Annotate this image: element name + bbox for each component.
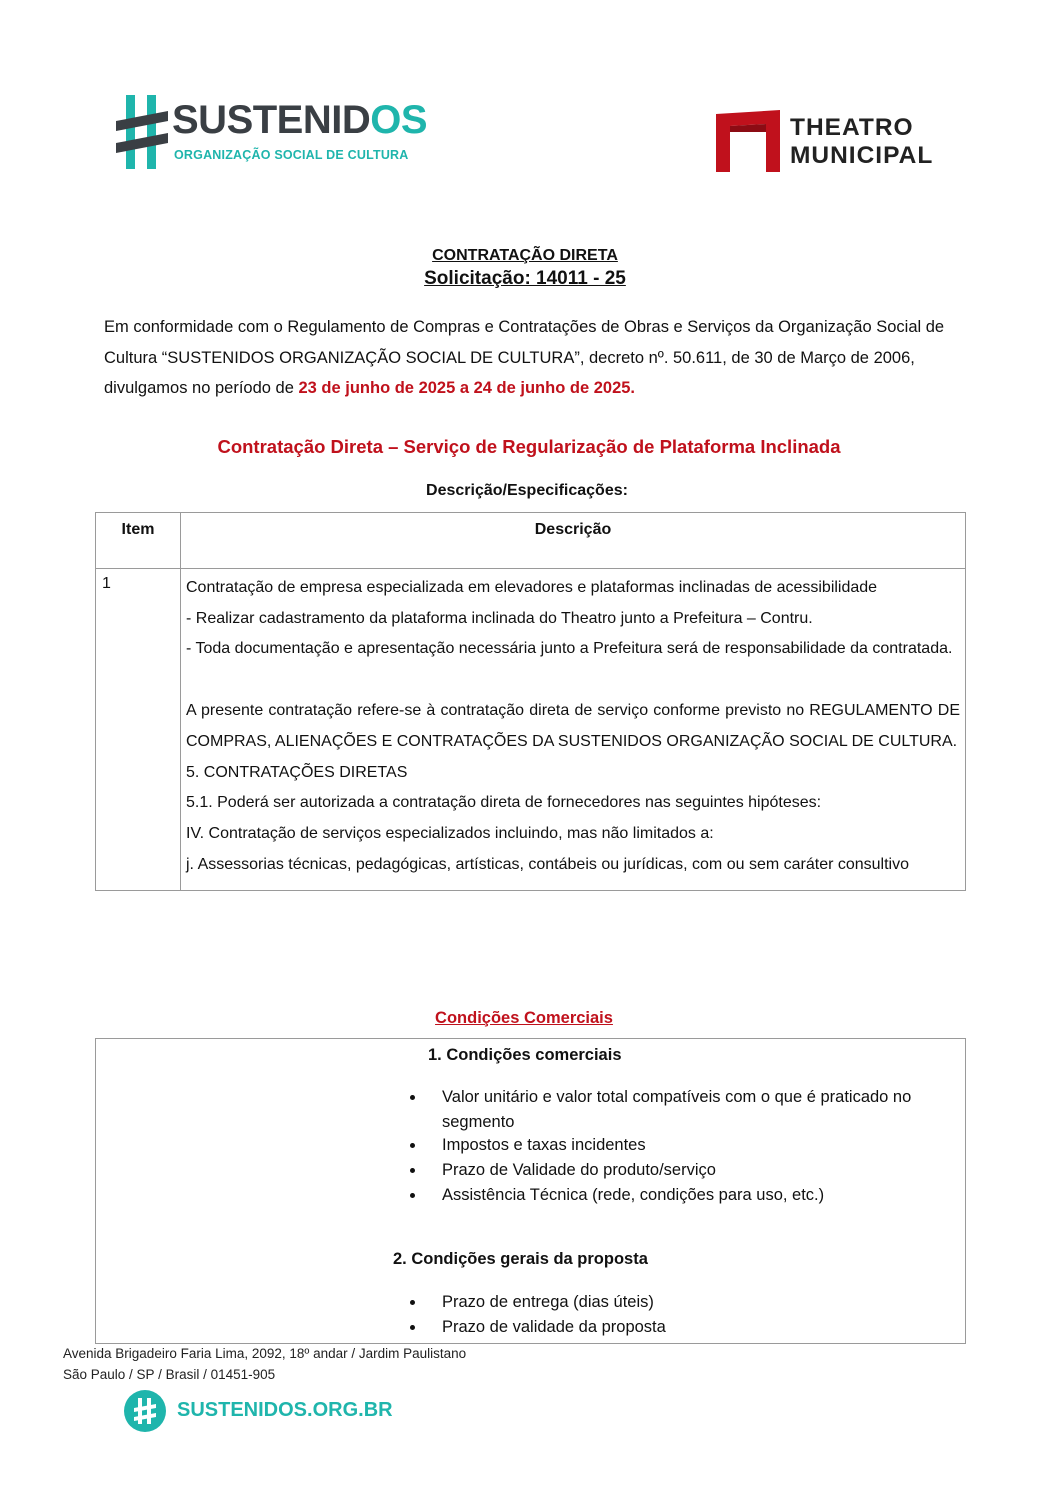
address-line: São Paulo / SP / Brasil / 01451-905: [63, 1367, 276, 1382]
row-item-number: 1: [96, 569, 181, 891]
list-item: Valor unitário e valor total compatíveis com o que é praticado no segmento: [442, 1088, 912, 1131]
bullet-icon: [410, 1143, 415, 1148]
footer-hash-icon: [124, 1390, 166, 1432]
service-subtitle: Contratação Direta – Serviço de Regularização de Plataforma Inclinada: [217, 436, 841, 457]
spec-heading: Descrição/Especificações:: [426, 482, 628, 499]
theatro-municipal-logo: [716, 110, 956, 174]
intro-paragraph: Em conformidade com o Regulamento de Compras e Contratações de Obras e Serviços da Organização Social de Cultura “SUSTENIDOS ORGANIZAÇÃO SOCIAL DE CULTURA”, decreto nº. 50.611, de 30 de Março de 2006, divulgamos no período de 23 de junho de 2025 a 24 de junho de 2025.: [104, 318, 945, 397]
conditions-box: [95, 1038, 966, 1344]
desc-sub: IV. Contratação de serviços especializados incluindo, mas não limitados a:: [186, 824, 714, 842]
website-url[interactable]: SUSTENIDOS.ORG.BR: [177, 1399, 393, 1421]
hash-icon: [116, 95, 168, 169]
sustenidos-logo-subtitle: ORGANIZAÇÃO SOCIAL DE CULTURA: [174, 148, 409, 162]
conditions-title: Condições Comerciais: [435, 1009, 613, 1027]
desc-clause: 5.1. Poderá ser autorizada a contratação direta de fornecedores nas seguintes hipóteses:: [186, 794, 822, 812]
list-item: Prazo de validade da proposta: [442, 1318, 666, 1336]
bullet-icon: [410, 1193, 415, 1198]
desc-line: Contratação de empresa especializada em elevadores e plataformas inclinadas de acessibilidade: [186, 579, 878, 596]
list-item: Prazo de entrega (dias úteis): [442, 1293, 654, 1311]
spec-table: [95, 512, 966, 891]
solicitacao-number: Solicitação: 14011 - 25: [424, 268, 626, 289]
footer-address: [63, 1343, 466, 1385]
desc-line: - Toda documentação e apresentação necessária junto a Prefeitura será de responsabilidade da contratada.: [186, 640, 953, 658]
bullet-icon: [410, 1300, 415, 1305]
list-item: Assistência Técnica (rede, condições para uso, etc.): [442, 1186, 825, 1204]
period-highlight: 23 de junho de 2025 a 24 de junho de 2025.: [298, 379, 636, 397]
theatro-arch-icon: [716, 110, 780, 172]
desc-line: - Realizar cadastramento da plataforma inclinada do Theatro junto a Prefeitura – Contru.: [186, 609, 813, 627]
desc-item-j: j. Assessorias técnicas, pedagógicas, artísticas, contábeis ou jurídicas, com ou sem caráter consultivo: [186, 855, 910, 873]
bullet-icon: [410, 1325, 415, 1330]
sustenidos-logo-name: SUSTENIDOS: [172, 98, 428, 142]
row-description: [181, 569, 966, 891]
column-header-description: Descrição: [181, 513, 966, 569]
conditions-section1-heading: 1. Condições comerciais: [428, 1046, 622, 1064]
document-title: CONTRATAÇÃO DIRETA: [432, 247, 618, 264]
list-item: Impostos e taxas incidentes: [442, 1136, 646, 1154]
bullet-icon: [410, 1095, 415, 1100]
table-header-row: [96, 513, 966, 569]
desc-paragraph: A presente contratação refere-se à contratação direta de serviço conforme previsto no REGULAMENTO DE COMPRAS, ALIENAÇÕES E CONTRATAÇÕES DA SUSTENIDOS ORGANIZAÇÃO SOCIAL DE CULTURA.: [186, 702, 960, 750]
table-row: [96, 569, 966, 891]
desc-section: 5. CONTRATAÇÕES DIRETAS: [186, 763, 408, 781]
column-header-item: Item: [96, 513, 181, 569]
footer-website: [124, 1390, 393, 1434]
bullet-icon: [410, 1168, 415, 1173]
theatro-logo-text: THEATRO MUNICIPAL: [790, 114, 934, 169]
sustenidos-logo: [116, 95, 428, 171]
conditions-section2-heading: 2. Condições gerais da proposta: [393, 1250, 648, 1268]
address-line: Avenida Brigadeiro Faria Lima, 2092, 18º andar / Jardim Paulistano: [63, 1346, 467, 1361]
list-item: Prazo de Validade do produto/serviço: [442, 1161, 716, 1179]
